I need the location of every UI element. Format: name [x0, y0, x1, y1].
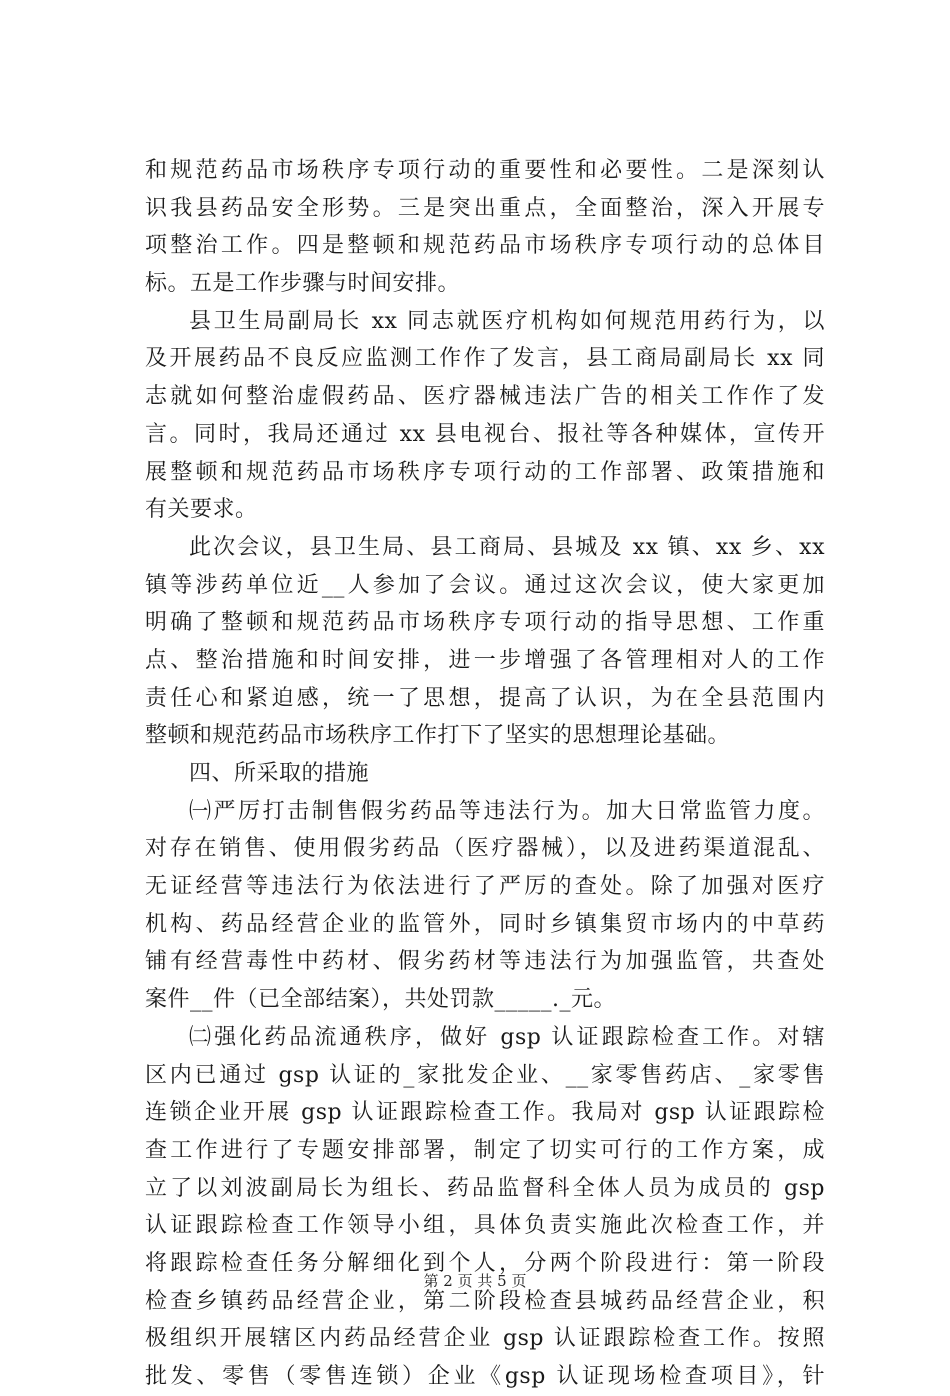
text-line: 责任心和紧迫感，统一了思想，提高了认识，为在全县范围内 — [145, 685, 825, 711]
text-line: 识我县药品安全形势。三是突出重点，全面整治，深入开展专 — [145, 195, 825, 221]
text-line: 点、整治措施和时间安排，进一步增强了各管理相对人的工作 — [145, 647, 825, 673]
document-body — [145, 152, 825, 1396]
text-line: 镇等涉药单位近__人参加了会议。通过这次会议，使大家更加 — [145, 572, 825, 598]
text-line: 区内已通过 gsp 认证的_家批发企业、__家零售药店、_家零售 — [145, 1062, 825, 1088]
text-line: 认证跟踪检查工作领导小组，具体负责实施此次检查工作，并 — [145, 1213, 825, 1239]
text-line: 和规范药品市场秩序专项行动的重要性和必要性。二是深刻认 — [145, 158, 825, 183]
text-line: 铺有经营毒性中药材、假劣药材等违法行为加强监管，共查处 — [145, 949, 825, 975]
text-line: 整顿和规范药品市场秩序工作打下了坚实的思想理论基础。 — [145, 723, 731, 749]
text-line: 将跟踪检查任务分解细化到个人，分两个阶段进行：第一阶段 — [145, 1250, 825, 1276]
text-line: 有关要求。 — [145, 497, 258, 523]
text-line: 四、所采取的措施 — [189, 761, 370, 786]
page-footer: 第 2 页 共 5 页 — [423, 1272, 527, 1290]
text-line: 展整顿和规范药品市场秩序专项行动的工作部署、政策措施和 — [145, 459, 825, 485]
text-line: 无证经营等违法行为依法进行了严厉的查处。除了加强对医疗 — [145, 874, 825, 900]
text-line: 检查乡镇药品经营企业，第二阶段检查县城药品经营企业，积 — [145, 1288, 825, 1314]
text-line: 批发、零售（零售连锁）企业《gsp 认证现场检查项目》，针 — [145, 1364, 825, 1389]
text-line: 极组织开展辖区内药品经营企业 gsp 认证跟踪检查工作。按照 — [145, 1326, 825, 1352]
text-line: 标。五是工作步骤与时间安排。 — [145, 271, 461, 297]
text-line: 言。同时，我局还通过 xx 县电视台、报社等各种媒体，宣传开 — [145, 421, 825, 447]
text-line: 此次会议，县卫生局、县工商局、县城及 xx 镇、xx 乡、xx — [189, 534, 825, 560]
text-line: 连锁企业开展 gsp 认证跟踪检查工作。我局对 gsp 认证跟踪检 — [145, 1100, 825, 1126]
text-line: 立了以刘波副局长为组长、药品监督科全体人员为成员的 gsp — [145, 1175, 825, 1201]
text-line: 项整治工作。四是整顿和规范药品市场秩序专项行动的总体目 — [145, 233, 825, 259]
text-line: 查工作进行了专题安排部署，制定了切实可行的工作方案，成 — [145, 1137, 825, 1163]
text-line: 县卫生局副局长 xx 同志就医疗机构如何规范用药行为，以 — [189, 308, 825, 334]
text-line: 机构、药品经营企业的监管外，同时乡镇集贸市场内的中草药 — [145, 911, 825, 937]
text-line: 对存在销售、使用假劣药品（医疗器械），以及进药渠道混乱、 — [145, 836, 825, 862]
text-line: ㈡强化药品流通秩序，做好 gsp 认证跟踪检查工作。对辖 — [189, 1024, 825, 1050]
text-line: 志就如何整治虚假药品、医疗器械违法广告的相关工作作了发 — [145, 384, 825, 410]
text-line: ㈠严厉打击制售假劣药品等违法行为。加大日常监管力度。 — [189, 798, 825, 824]
text-line: 案件__件（已全部结案），共处罚款_____._元。 — [145, 987, 616, 1013]
text-line: 及开展药品不良反应监测工作作了发言，县工商局副局长 xx 同 — [145, 346, 825, 372]
text-line: 明确了整顿和规范药品市场秩序专项行动的指导思想、工作重 — [145, 610, 825, 636]
